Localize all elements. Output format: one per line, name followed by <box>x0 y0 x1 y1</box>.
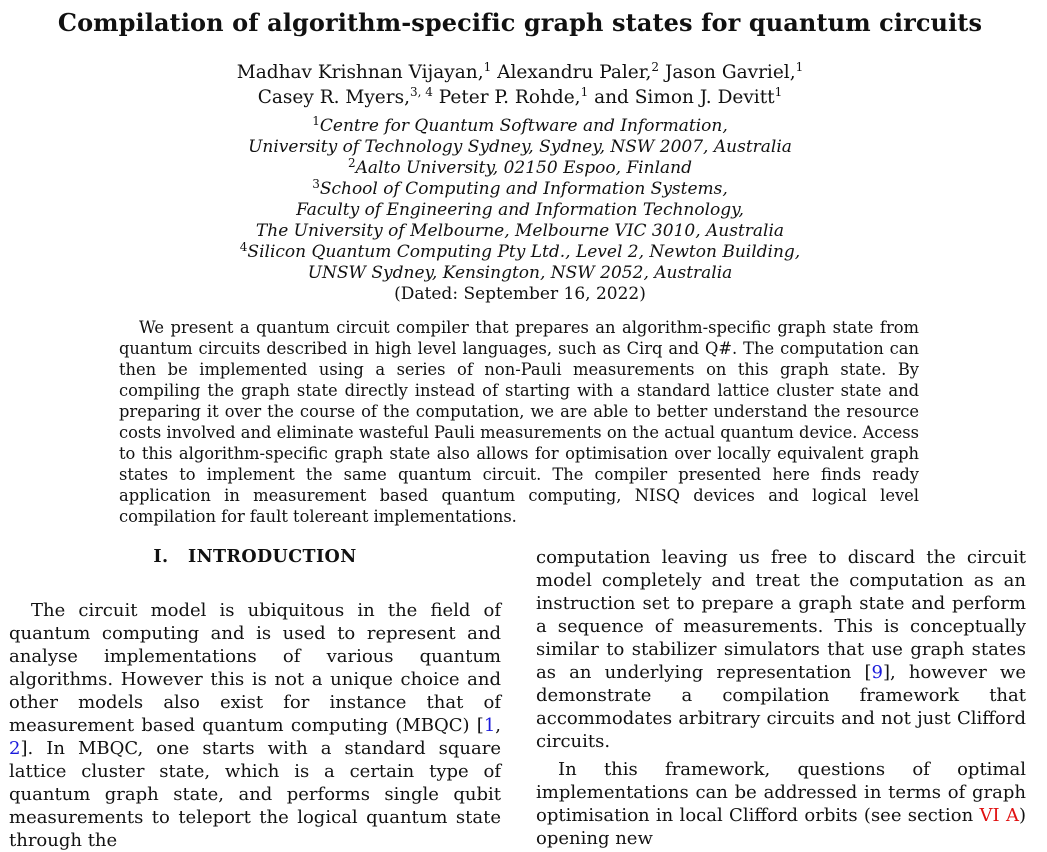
affiliation-text: Silicon Quantum Computing Pty Ltd., Level 2, Newton Building, <box>247 242 801 262</box>
affiliation-line <box>0 179 1040 200</box>
affiliation-text: The University of Melbourne, Melbourne VIC 3010, Australia <box>255 221 785 241</box>
author-affil-sup: 1 <box>580 85 589 99</box>
author-line-1 <box>0 60 1040 85</box>
body-paragraph <box>536 758 1026 850</box>
citation-link[interactable]: 2 <box>9 738 21 759</box>
paragraph-text: The circuit model is ubiquitous in the field of quantum computing and is used to represent and analyse implementations of various quantum algorithms. However this is not a unique choice and other models also exist for instance that of measurement based quantum computing (MBQC) [ <box>9 600 501 736</box>
affiliation-line <box>0 116 1040 137</box>
affiliation-text: Aalto University, 02150 Espoo, Finland <box>355 158 692 178</box>
abstract: We present a quantum circuit compiler that prepares an algorithm-specific graph state from quantum circuits described in high level languages, such as Cirq and Q#. The computation can then be implemented using a series of non-Pauli measurements on this graph state. By compiling the graph state directly instead of starting with a standard lattice cluster state and preparing it over the course of the computation, we are able to better understand the resource costs involved and eliminate wasteful Pauli measurements on the actual quantum device. Access to this algorithm-specific graph state also allows for optimisation over locally equivalent graph states to implement the same quantum circuit. The compiler presented here finds ready application in measurement based quantum computing, NISQ devices and logical level compilation for fault tolereant implementations. <box>119 318 919 526</box>
paper-title: Compilation of algorithm-specific graph states for quantum circuits <box>57 8 983 37</box>
intro-paragraph <box>9 599 501 852</box>
section-heading <box>9 546 501 569</box>
affiliation-text: Centre for Quantum Software and Information, <box>319 116 728 136</box>
author-name: Alexandru Paler, <box>497 62 652 83</box>
right-column <box>536 546 1026 850</box>
author-list <box>0 60 1040 110</box>
author-name: Casey R. Myers, <box>257 87 410 108</box>
affiliation-line <box>0 242 1040 263</box>
section-cross-reference[interactable]: VI A <box>979 805 1019 826</box>
affiliation-line <box>0 263 1040 284</box>
affiliation-line <box>0 158 1040 179</box>
citation-link[interactable]: 9 <box>871 662 883 683</box>
left-column <box>9 546 501 852</box>
citation-link[interactable]: 1 <box>483 715 496 736</box>
author-name: Jason Gavriel, <box>664 62 796 83</box>
paragraph-text: ], however we demonstrate a compilation framework that accommodates arbitrary circuits and not just Clifford circuits. <box>536 662 1026 752</box>
author-affil-sup: 1 <box>795 60 804 74</box>
paragraph-text: computation leaving us free to discard the circuit model completely and treat the computation as an instruction set to prepare a graph state and perform a sequence of measurements. This is conceptually similar to stabilizer simulators that use graph states as an underlying representation [ <box>536 547 1026 683</box>
date-line: (Dated: September 16, 2022) <box>394 284 646 304</box>
continued-paragraph <box>536 546 1026 753</box>
affiliation-text: UNSW Sydney, Kensington, NSW 2052, Australia <box>307 263 733 283</box>
affiliation-sup: 1 <box>312 114 320 128</box>
paragraph-text: ]. In MBQC, one starts with a standard square lattice cluster state, which is a certain type of quantum graph state, and performs single qubit measurements to teleport the logical quantum state through the <box>9 738 501 851</box>
affiliation-text: University of Technology Sydney, Sydney, NSW 2007, Australia <box>248 137 792 157</box>
affiliation-line <box>0 137 1040 158</box>
citation-separator: , <box>495 715 501 736</box>
author-name: Peter P. Rohde, <box>438 87 581 108</box>
affiliation-line <box>0 221 1040 242</box>
section-title: INTRODUCTION <box>187 547 357 567</box>
affiliation-list <box>0 116 1040 305</box>
author-affil-sup: 1 <box>774 85 783 99</box>
affiliation-text: Faculty of Engineering and Information Technology, <box>296 200 744 220</box>
author-name: and Simon J. Devitt <box>594 87 775 108</box>
paragraph-text: ) opening new <box>536 805 1026 849</box>
author-affil-sup: 2 <box>651 60 660 74</box>
affiliation-sup: 4 <box>239 240 248 254</box>
section-number: I. <box>153 547 169 567</box>
affiliation-line <box>0 200 1040 221</box>
author-name: Madhav Krishnan Vijayan, <box>236 62 484 83</box>
author-affil-sup: 1 <box>483 60 492 74</box>
paragraph-text: In this framework, questions of optimal implementations can be addressed in terms of graph optimisation in local Clifford orbits (see section <box>536 759 1026 826</box>
author-affil-sup: 3, 4 <box>409 85 433 99</box>
affiliation-sup: 3 <box>312 177 320 191</box>
author-line-2 <box>0 85 1040 110</box>
affiliation-text: School of Computing and Information Systems, <box>319 179 728 199</box>
affiliation-sup: 2 <box>348 156 356 170</box>
